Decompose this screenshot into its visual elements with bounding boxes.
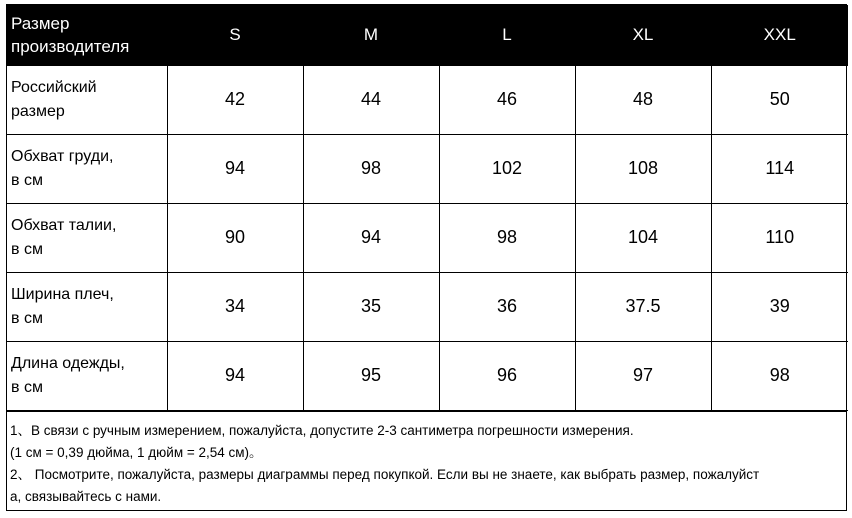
row-label-line2: в см [11, 171, 43, 189]
table-cell: 36 [439, 272, 575, 341]
row-label [7, 203, 167, 272]
table-row-waist [7, 203, 848, 272]
table-cell: 94 [303, 203, 439, 272]
note-line-3: 2、 Посмотрите, пожалуйста, размеры диаграммы перед покупкой. Если вы не знаете, как выбрать размер, пожалуйст [10, 466, 760, 482]
header-size-m: M [303, 5, 439, 65]
row-label-line1: Обхват груди, [11, 147, 114, 165]
header-size-xl: XL [575, 5, 711, 65]
table-cell: 114 [711, 134, 848, 203]
table-cell: 98 [711, 341, 848, 410]
header-label-cell [7, 5, 167, 65]
size-chart [6, 4, 847, 511]
row-label-line2: в см [11, 378, 43, 396]
table-cell: 97 [575, 341, 711, 410]
table-row-length [7, 341, 848, 410]
row-label-line1: Ширина плеч, [11, 285, 114, 303]
row-label [7, 134, 167, 203]
row-label-line1: Обхват талии, [11, 216, 117, 234]
notes-section [7, 411, 846, 508]
table-cell: 102 [439, 134, 575, 203]
table-cell: 37.5 [575, 272, 711, 341]
header-size-l: L [439, 5, 575, 65]
table-cell: 48 [575, 65, 711, 134]
row-label [7, 272, 167, 341]
header-size-xxl: XXL [711, 5, 848, 65]
table-cell: 110 [711, 203, 848, 272]
note-line-4: а, связывайтесь с нами. [10, 488, 162, 504]
table-cell: 90 [167, 203, 303, 272]
table-cell: 94 [167, 341, 303, 410]
table-cell: 42 [167, 65, 303, 134]
table-cell: 98 [439, 203, 575, 272]
table-row-chest [7, 134, 848, 203]
table-cell: 46 [439, 65, 575, 134]
header-label-line2: производителя [11, 36, 130, 56]
table-cell: 108 [575, 134, 711, 203]
table-row-russian-size [7, 65, 848, 134]
row-label [7, 65, 167, 134]
note-line-1: 1、В связи с ручным измерением, пожалуйста, допустите 2-3 сантиметра погрешности измерения. [10, 422, 634, 438]
row-label-line2: в см [11, 240, 43, 258]
header-label-line1: Размер [11, 13, 70, 33]
table-cell: 39 [711, 272, 848, 341]
table-cell: 35 [303, 272, 439, 341]
row-label-line2: в см [11, 309, 43, 327]
row-label [7, 341, 167, 410]
table-cell: 50 [711, 65, 848, 134]
header-size-s: S [167, 5, 303, 65]
table-cell: 95 [303, 341, 439, 410]
row-label-line1: Российский [11, 78, 97, 96]
table-cell: 44 [303, 65, 439, 134]
table-cell: 96 [439, 341, 575, 410]
row-label-line1: Длина одежды, [11, 354, 125, 372]
header-row [7, 5, 848, 65]
table-cell: 94 [167, 134, 303, 203]
table-cell: 98 [303, 134, 439, 203]
table-row-shoulder [7, 272, 848, 341]
size-table [7, 5, 848, 411]
table-cell: 104 [575, 203, 711, 272]
table-cell: 34 [167, 272, 303, 341]
note-line-2: (1 см = 0,39 дюйма, 1 дюйм = 2,54 см)。 [10, 444, 263, 460]
row-label-line2: размер [11, 102, 65, 120]
